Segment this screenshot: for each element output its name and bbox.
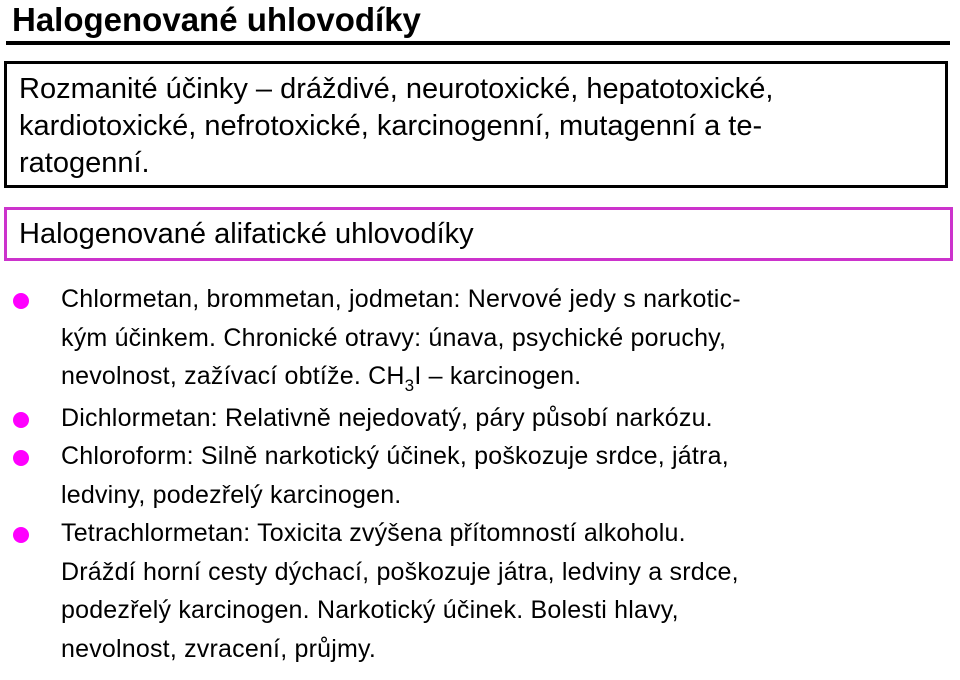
item-line: ledviny, podezřelý karcinogen. [61, 480, 402, 509]
summary-line: Rozmanité účinky – dráždivé, neurotoxické, hepatotoxické, [19, 73, 774, 105]
item-line: Chlormetan, brommetan, jodmetan: Nervové jedy s narkotic- [61, 285, 741, 313]
item-line: Chloroform: Silně narkotický účinek, poškozuje srdce, játra, [61, 442, 729, 470]
list-item-tetrachloromethane [0, 514, 960, 668]
list-item-dichloromethane [0, 399, 960, 438]
bullet-dot-icon [13, 450, 29, 466]
bullet-list [0, 280, 960, 668]
bullet-dot-icon [13, 527, 29, 543]
formula-text-after: I – karcinogen. [414, 362, 582, 390]
summary-box [4, 61, 948, 188]
list-item-chloroform [0, 437, 960, 514]
item-line-formula [61, 357, 960, 399]
section-heading: Halogenované alifatické uhlovodíky [19, 218, 474, 250]
item-line: Tetrachlormetan: Toxicita zvýšena přítomností alkoholu. [61, 519, 686, 547]
formula-text-before: nevolnost, zažívací obtíže. CH [61, 362, 405, 390]
item-line: Dichlormetan: Relativně nejedovatý, páry působí narkózu. [61, 403, 713, 432]
item-line: podezřelý karcinogen. Narkotický účinek. Bolesti hlavy, [61, 596, 679, 624]
bullet-dot-icon [13, 293, 29, 309]
item-line: nevolnost, zvracení, průjmy. [61, 634, 376, 663]
slide-title: Halogenované uhlovodíky [12, 1, 421, 38]
list-item-halomethanes [0, 280, 960, 399]
item-line: Dráždí horní cesty dýchací, poškozuje játra, ledviny a srdce, [61, 557, 739, 586]
item-line: kým účinkem. Chronické otravy: únava, psychické poruchy, [61, 323, 727, 352]
title-underline [6, 41, 950, 45]
section-box [4, 207, 953, 261]
bullet-dot-icon [13, 412, 29, 428]
summary-line: kardiotoxické, nefrotoxické, karcinogenní, mutagenní a te- [19, 110, 763, 142]
summary-line: ratogenní. [19, 147, 150, 179]
formula-subscript: 3 [404, 376, 415, 395]
